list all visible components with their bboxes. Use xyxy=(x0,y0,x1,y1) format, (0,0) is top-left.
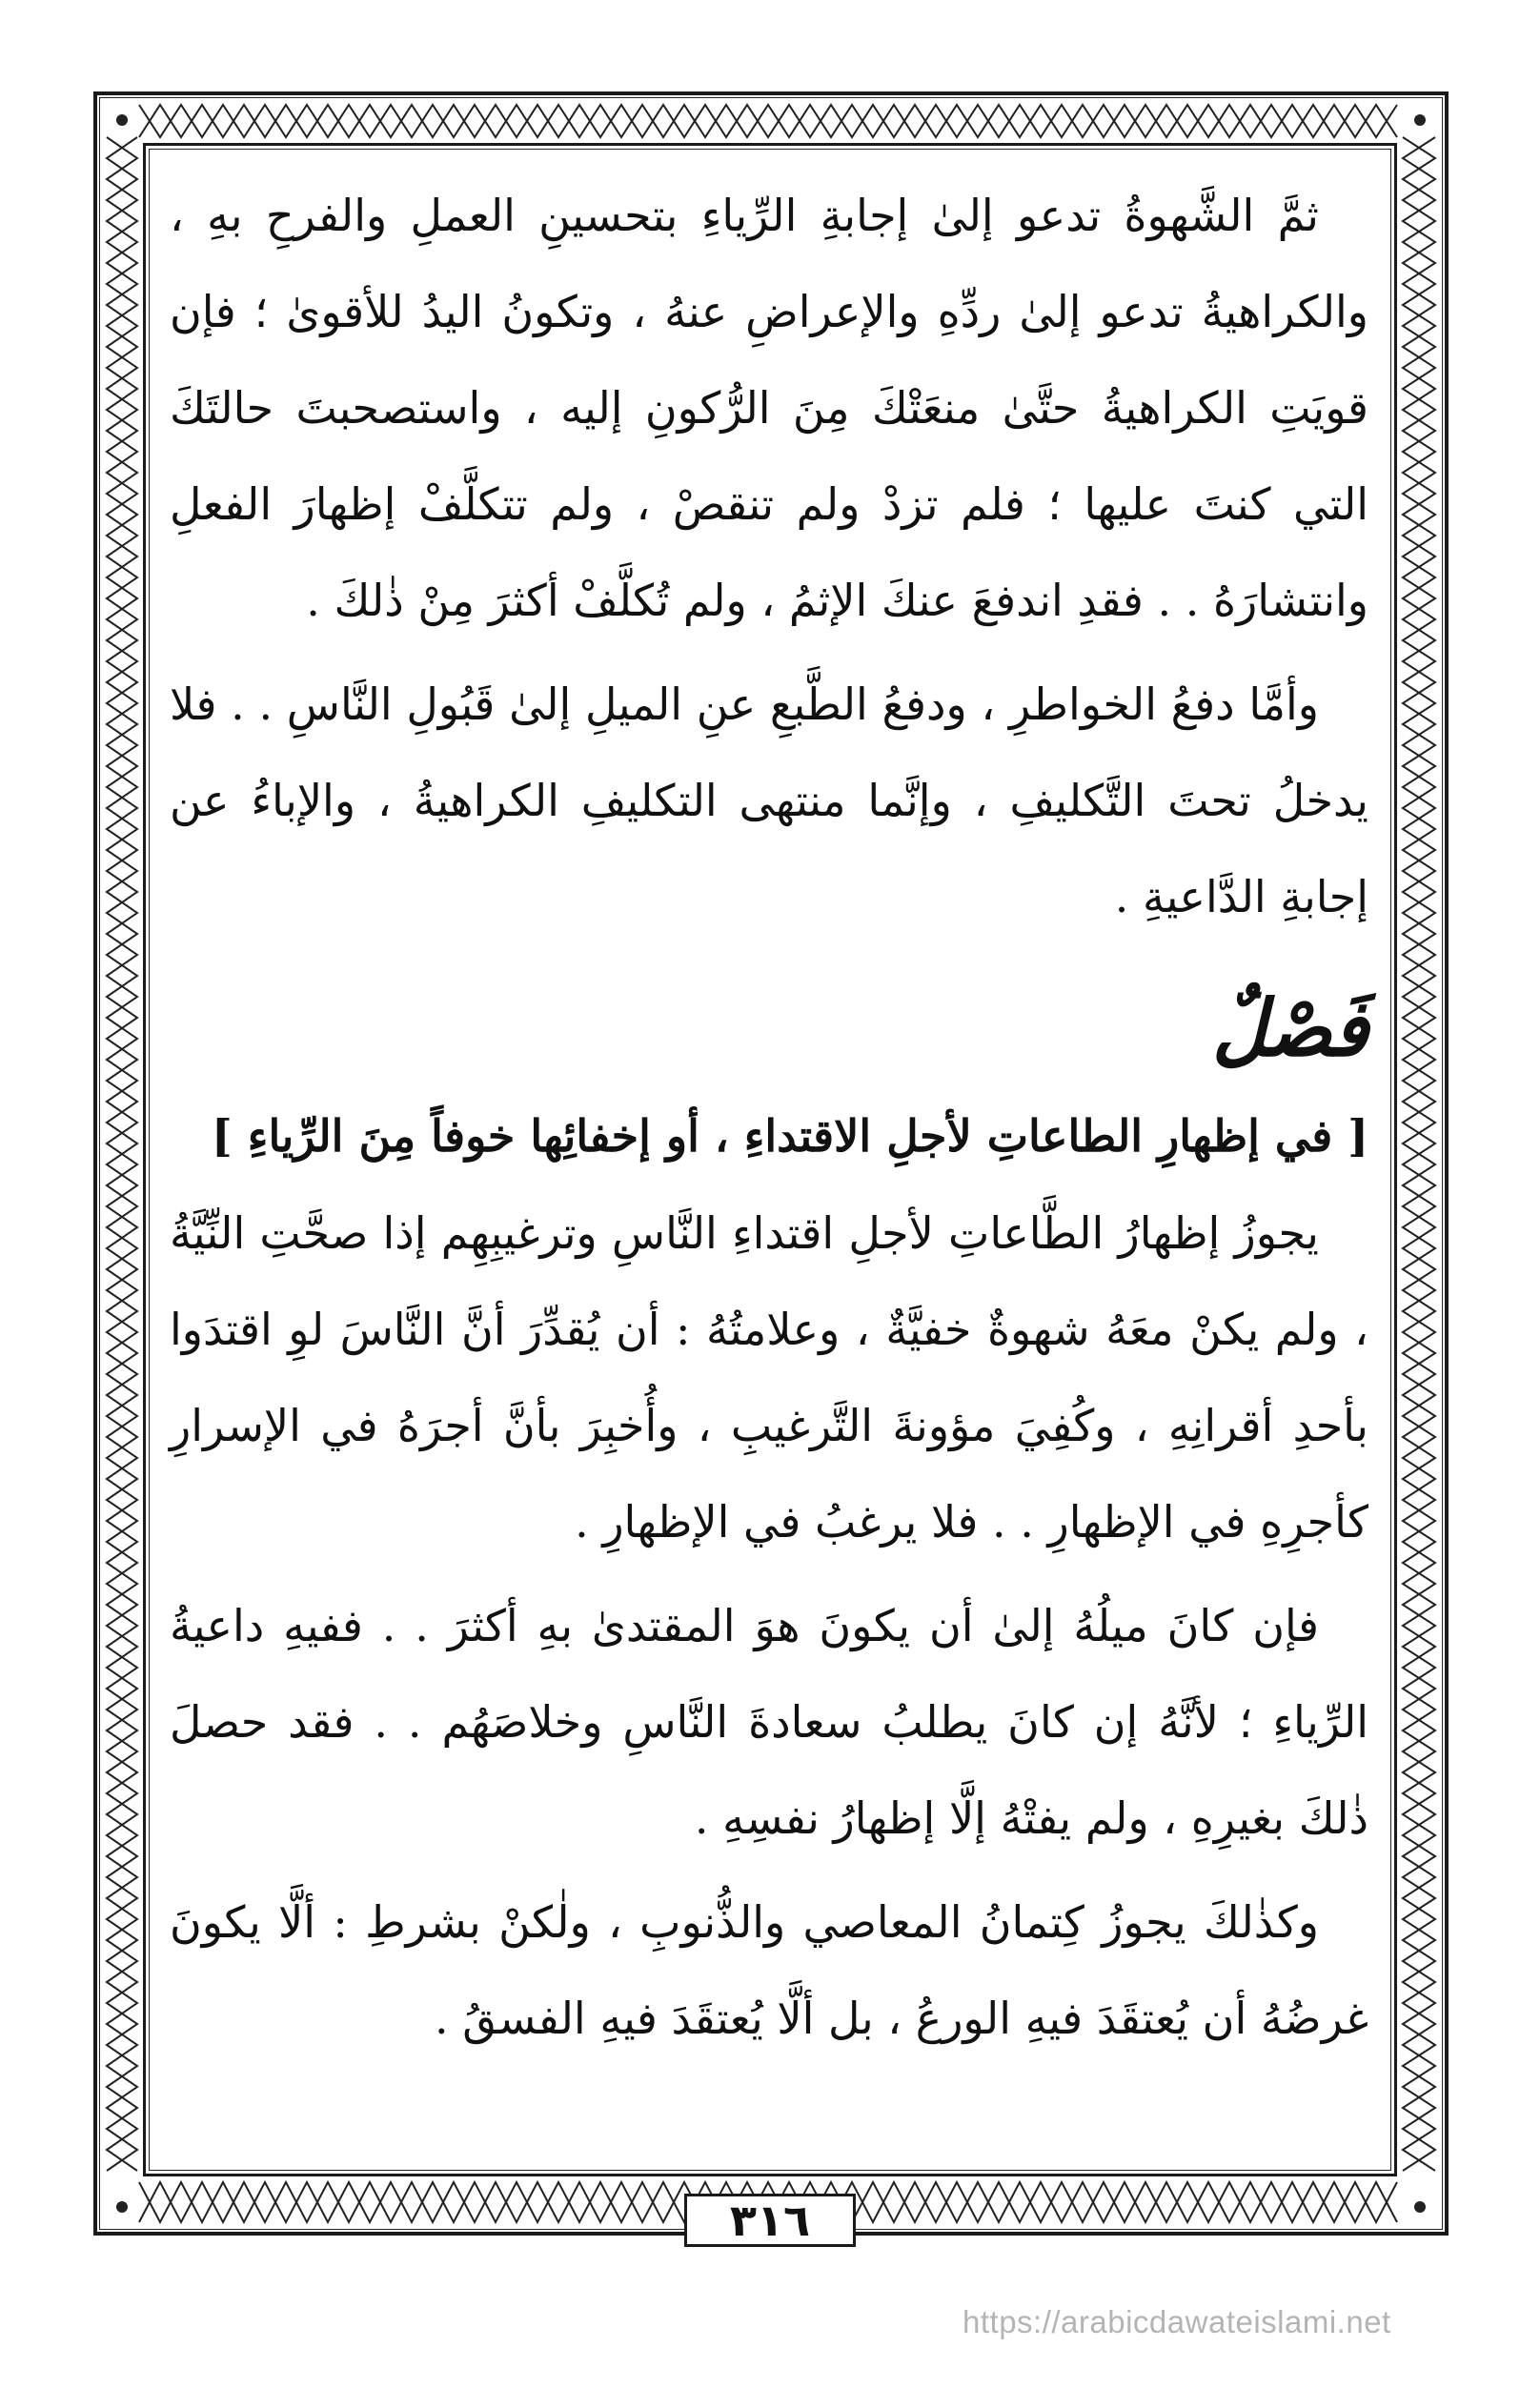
paragraph-khawatir: وأمَّا دفعُ الخواطرِ ، ودفعُ الطَّبعِ عنِ الميلِ إلىٰ قَبُولِ النَّاسِ . . فلا يدخلُ تحتَ التَّكليفِ ، وإنَّما منتهى التكليفِ الكراهيةُ ، والإباءُ عن إجابةِ الدَّاعيةِ . xyxy=(170,678,1368,922)
section-heading xyxy=(170,972,1368,1096)
paragraph-kitman: وكذٰلكَ يجوزُ كِتمانُ المعاصي والذُّنوبِ ، ولٰكنْ بشرطِ : ألَّا يكونَ غرضُهُ أن يُعتقَدَ فيهِ الورعُ ، بل ألَّا يُعتقَدَ فيهِ الفسقُ . xyxy=(170,1896,1368,2044)
page-number: ٣١٦ xyxy=(729,2195,811,2246)
section-heading-text: فَصْلٌ xyxy=(1212,982,1368,1075)
paragraph-shahwa: ثمَّ الشَّهوةُ تدعو إلىٰ إجابةِ الرِّياءِ بتحسينِ العملِ والفرحِ بهِ ، والكراهيةُ تدعو إلىٰ ردِّهِ والإعراضِ عنهُ ، وتكونُ اليدُ للأقوىٰ ؛ فإن قويَتِ الكراهيةُ حتَّىٰ منعَتْكَ مِنَ الرُّكونِ إليه ، واستصحبتَ حالتَكَ التي كنتَ عليها ؛ فلم تزدْ ولم تنقصْ ، ولم تتكلَّفْ إظهارَ الفعلِ وانتشارَهُ . . فقدِ اندفعَ عنكَ الإثمُ ، ولم تُكلَّفْ أكثرَ مِنْ ذٰلكَ . xyxy=(170,190,1368,626)
section-subtitle: [ في إظهارِ الطاعاتِ لأجلِ الاقتداءِ ، أو إخفائِها خوفاً مِنَ الرِّياءِ ] xyxy=(212,1110,1368,1162)
page-number-box xyxy=(684,2194,856,2247)
paragraph-izhar: يجوزُ إظهارُ الطَّاعاتِ لأجلِ اقتداءِ النَّاسِ وترغيبِهِم إذا صحَّتِ النِّيَّةُ ، ولم يكنْ معَهُ شهوةٌ خفيَّةٌ ، وعلامتُهُ : أن يُقدِّرَ أنَّ النَّاسَ لوِ اقتدَوا بأحدِ أقرانِهِ ، وكُفِيَ مؤونةَ التَّرغيبِ ، وأُخبِرَ بأنَّ أجرَهُ في الإسرارِ كأجرِهِ في الإظهارِ . . فلا يرغبُ في الإظهارِ . xyxy=(170,1207,1368,1548)
paragraph-mayl: فإن كانَ ميلُهُ إلىٰ أن يكونَ هوَ المقتدىٰ بهِ أكثرَ . . ففيهِ داعيةُ الرِّياءِ ؛ لأنَّهُ إن كانَ يطلبُ سعادةَ النَّاسِ وخلاصَهُم . . فقد حصلَ ذٰلكَ بغيرِهِ ، ولم يفتْهُ إلَّا إظهارُ نفسِهِ . xyxy=(170,1600,1368,1844)
page-body xyxy=(170,168,1368,2074)
watermark-url: https://arabicdawateislami.net xyxy=(962,2304,1391,2339)
